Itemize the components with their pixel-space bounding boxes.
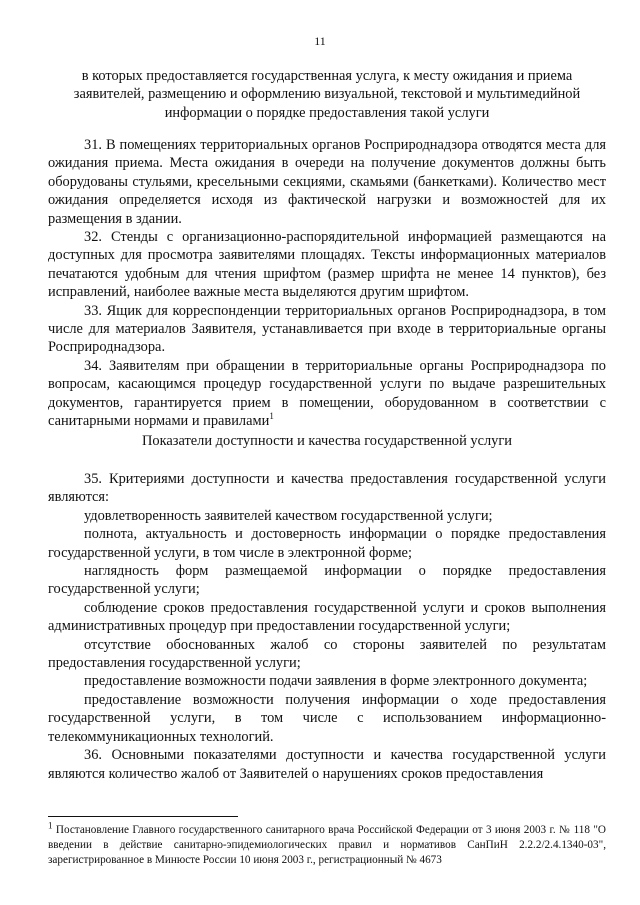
section-heading-text: Показатели доступности и качества государственной услуги — [142, 433, 512, 449]
paragraph-32: 32. Стенды с организационно-распорядительной информацией размещаются на доступных для просмотра заявителями площадях. Тексты информационных материалов печатаются удобным для чтения шрифтом (размер шрифта не менее 14 пунктов), без исправлений, наиболее важные места выделяются другим шрифтом. — [48, 229, 606, 301]
criterion-item: отсутствие обоснованных жалоб со стороны заявителей по результатам предоставления государственной услуги; — [48, 636, 606, 672]
paragraph-33: 33. Ящик для корреспонденции территориальных органов Росприроднадзора, в том числе для материалов Заявителя, устанавливается при входе в территориальные органы Росприроднадзора. — [48, 302, 606, 356]
paragraph-36: 36. Основными показателями доступности и качества государственной услуги являются количество жалоб от Заявителей о нарушениях сроков предоставления — [48, 747, 606, 782]
paragraph-31: 31. В помещениях территориальных органов Росприроднадзора отводятся места для ожидания приема. Места ожидания в очереди на получение документов должны быть оборудованы стульями, кресельными секциями, скамьями (банкетками). Количество мест ожидания определяется исходя из фактической нагрузки и возможностей для их размещения в здании. — [48, 137, 606, 227]
heading-text: в которых предоставляется государственная услуга, к месту ожидания и приема заявителей, размещению и оформлению визуальной, текстовой и мультимедийной информации о порядке предоставления такой услуги — [73, 68, 581, 121]
page-number: 11 — [314, 34, 326, 48]
criterion-item: наглядность форм размещаемой информации о порядке предоставления государственной услуги; — [48, 563, 606, 598]
paragraphs-31-33 — [48, 136, 606, 431]
paragraph-34 — [48, 357, 606, 431]
criterion-item: удовлетворенность заявителей качеством государственной услуги; — [84, 507, 493, 524]
footnote-text: Постановление Главного государственного санитарного врача Российской Федерации от 3 июня 2003 г. № 118 "О введении в действие санитарно-эпидемиологических правил и нормативов СанПиН 2.2.2/2.4.1340-03", зарегистрированное в Минюсте России 10 июня 2003 г., регистрационный № 4673 — [48, 824, 607, 866]
footnote-divider — [48, 816, 238, 817]
criterion-item: соблюдение сроков предоставления государственной услуги и сроков выполнения административных процедур при предоставлении государственной услуги; — [48, 599, 606, 635]
footnote-reference: 1 — [269, 411, 274, 422]
footnote — [48, 820, 607, 868]
footnote-marker: 1 — [48, 820, 53, 831]
criterion-item: полнота, актуальность и достоверность информации о порядке предоставления государственной услуги, в том числе в электронной форме; — [48, 526, 606, 561]
criterion-item: предоставление возможности подачи заявления в форме электронного документа; — [84, 673, 588, 690]
paragraph-34-text: 34. Заявителям при обращении в территориальные органы Росприроднадзора по вопросам, касающимся процедур государственной услуги по выдаче разрешительных документов, гарантируется прием в помещении, оборудованном в соответствии с санитарными нормами и правилами — [48, 357, 606, 430]
paragraphs-35-36 — [48, 470, 606, 783]
paragraph-35-intro: 35. Критериями доступности и качества предоставления государственной услуги являются: — [48, 471, 606, 506]
section-continuation-heading — [48, 67, 606, 122]
criterion-item: предоставление возможности получения информации о ходе предоставления государственной услуги, в том числе с использованием информационно-телекоммуникационных технологий. — [48, 691, 606, 745]
section-heading — [48, 432, 606, 450]
